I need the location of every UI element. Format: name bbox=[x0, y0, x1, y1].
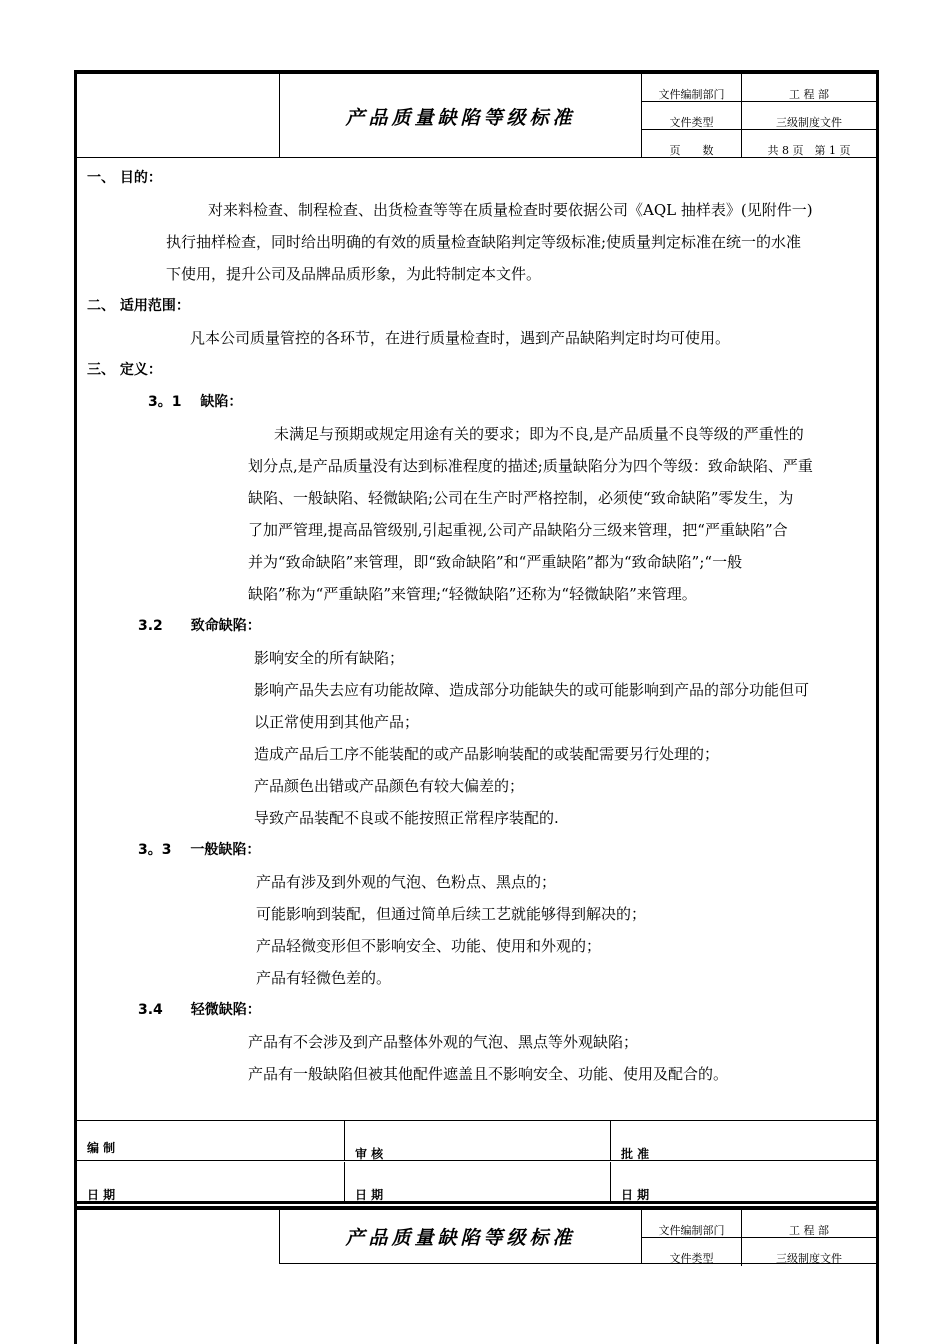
prepared-cell bbox=[77, 1121, 345, 1161]
def-3-1-line: 了加严管理,提高品管级别,引起重视,公司产品缺陷分三级来管理，把“严重缺陷”合 bbox=[248, 521, 788, 539]
next-page-header bbox=[74, 1206, 879, 1344]
purpose-line-1: 对来料检查、制程检查、出货检查等等在质量检查时要依据公司《AQL 抽样表》(见附件一) bbox=[208, 201, 813, 219]
document-meta bbox=[642, 74, 876, 158]
def-3-2-title: 3.2 致命缺陷： bbox=[138, 618, 261, 634]
meta-row-dept bbox=[642, 1210, 876, 1238]
document-header bbox=[77, 74, 876, 158]
def-3-1-line: 未满足与预期或规定用途有关的要求；即为不良,是产品质量不良等级的严重性的 bbox=[274, 425, 804, 443]
type-label: 文件类型 bbox=[642, 102, 742, 129]
def-3-3-line: 产品轻微变形但不影响安全、功能、使用和外观的； bbox=[256, 937, 602, 955]
def-3-3-title: 3。3 一般缺陷： bbox=[138, 842, 261, 858]
document-meta bbox=[642, 1210, 876, 1264]
logo-cell bbox=[77, 1210, 280, 1264]
def-3-2-line: 影响产品失去应有功能故障、造成部分功能缺失的或可能影响到产品的部分功能但可 bbox=[254, 681, 810, 699]
date-label: 日 期 bbox=[87, 1188, 116, 1202]
date-label: 日 期 bbox=[355, 1188, 384, 1202]
dept-label: 文件编制部门 bbox=[642, 1210, 742, 1237]
approved-cell bbox=[611, 1121, 876, 1161]
meta-row-type bbox=[642, 1238, 876, 1266]
def-3-2-line: 产品颜色出错或产品颜色有较大偏差的； bbox=[254, 777, 525, 795]
date-cell bbox=[345, 1162, 611, 1202]
def-3-4-line: 产品有不会涉及到产品整体外观的气泡、黑点等外观缺陷； bbox=[248, 1033, 639, 1051]
document-page bbox=[74, 70, 879, 1208]
def-3-2-line: 导致产品装配不良或不能按照正常程序装配的. bbox=[254, 809, 559, 827]
section-title-purpose: 一、 目的： bbox=[87, 170, 162, 186]
document-title: 产品质量缺陷等级标准 bbox=[345, 106, 576, 129]
meta-row-pages bbox=[642, 130, 876, 158]
pages-label: 页 数 bbox=[642, 130, 742, 158]
signature-row bbox=[77, 1121, 876, 1161]
section-title-scope: 二、 适用范围： bbox=[87, 298, 190, 314]
section-title-definitions: 三、 定义： bbox=[87, 362, 162, 378]
signature-table bbox=[74, 1120, 879, 1204]
def-3-1-line: 缺陷、一般缺陷、轻微缺陷;公司在生产时严格控制，必须使“致命缺陷”零发生，为 bbox=[248, 489, 794, 507]
date-label: 日 期 bbox=[621, 1188, 650, 1202]
meta-row-dept bbox=[642, 74, 876, 102]
def-3-4-line: 产品有一般缺陷但被其他配件遮盖且不影响安全、功能、使用及配合的。 bbox=[248, 1065, 729, 1083]
type-value: 三级制度文件 bbox=[776, 116, 842, 129]
def-3-1-title: 3。1 缺陷： bbox=[148, 394, 243, 410]
date-cell bbox=[77, 1162, 345, 1202]
def-3-1-line: 并为“致命缺陷”来管理，即“致命缺陷”和“严重缺陷”都为“致命缺陷”;“一般 bbox=[248, 553, 743, 571]
type-label: 文件类型 bbox=[642, 1238, 742, 1266]
def-3-2-line: 以正常使用到其他产品； bbox=[254, 713, 420, 731]
def-3-1-line: 划分点,是产品质量没有达到标准程度的描述;质量缺陷分为四个等级：致命缺陷、严重 bbox=[248, 457, 813, 475]
type-value: 三级制度文件 bbox=[776, 1252, 842, 1265]
document-title: 产品质量缺陷等级标准 bbox=[345, 1227, 576, 1249]
dept-label: 文件编制部门 bbox=[642, 74, 742, 101]
def-3-3-line: 可能影响到装配，但通过简单后续工艺就能够得到解决的； bbox=[256, 905, 647, 923]
def-3-1-line: 缺陷”称为“严重缺陷”来管理;“轻微缺陷”还称为“轻微缺陷”来管理。 bbox=[248, 585, 697, 603]
def-3-2-line: 影响安全的所有缺陷； bbox=[254, 649, 405, 667]
reviewed-label: 审 核 bbox=[355, 1147, 384, 1161]
def-3-2-line: 造成产品后工序不能装配的或产品影响装配的或装配需要另行处理的； bbox=[254, 745, 720, 763]
purpose-line-3: 下使用，提升公司及品牌品质形象，为此特制定本文件。 bbox=[166, 265, 542, 283]
dept-value: 工 程 部 bbox=[789, 88, 829, 101]
def-3-3-line: 产品有轻微色差的。 bbox=[256, 969, 392, 987]
pages-value: 共 8 页 第 1 页 bbox=[767, 144, 851, 157]
reviewed-cell bbox=[345, 1121, 611, 1161]
approved-label: 批 准 bbox=[621, 1147, 650, 1161]
scope-line-1: 凡本公司质量管控的各环节，在进行质量检查时，遇到产品缺陷判定时均可使用。 bbox=[190, 329, 731, 347]
purpose-line-2: 执行抽样检查，同时给出明确的有效的质量检查缺陷判定等级标准;使质量判定标准在统一的水准 bbox=[166, 233, 802, 251]
def-3-4-title: 3.4 轻微缺陷： bbox=[138, 1002, 261, 1018]
date-cell bbox=[611, 1162, 876, 1202]
logo-cell bbox=[77, 74, 280, 158]
date-row bbox=[77, 1162, 876, 1202]
prepared-label: 编 制 bbox=[87, 1141, 116, 1155]
dept-value: 工 程 部 bbox=[789, 1224, 829, 1237]
meta-row-type bbox=[642, 102, 876, 130]
def-3-3-line: 产品有涉及到外观的气泡、色粉点、黑点的； bbox=[256, 873, 557, 891]
title-cell bbox=[280, 1210, 642, 1264]
title-cell bbox=[280, 74, 642, 158]
